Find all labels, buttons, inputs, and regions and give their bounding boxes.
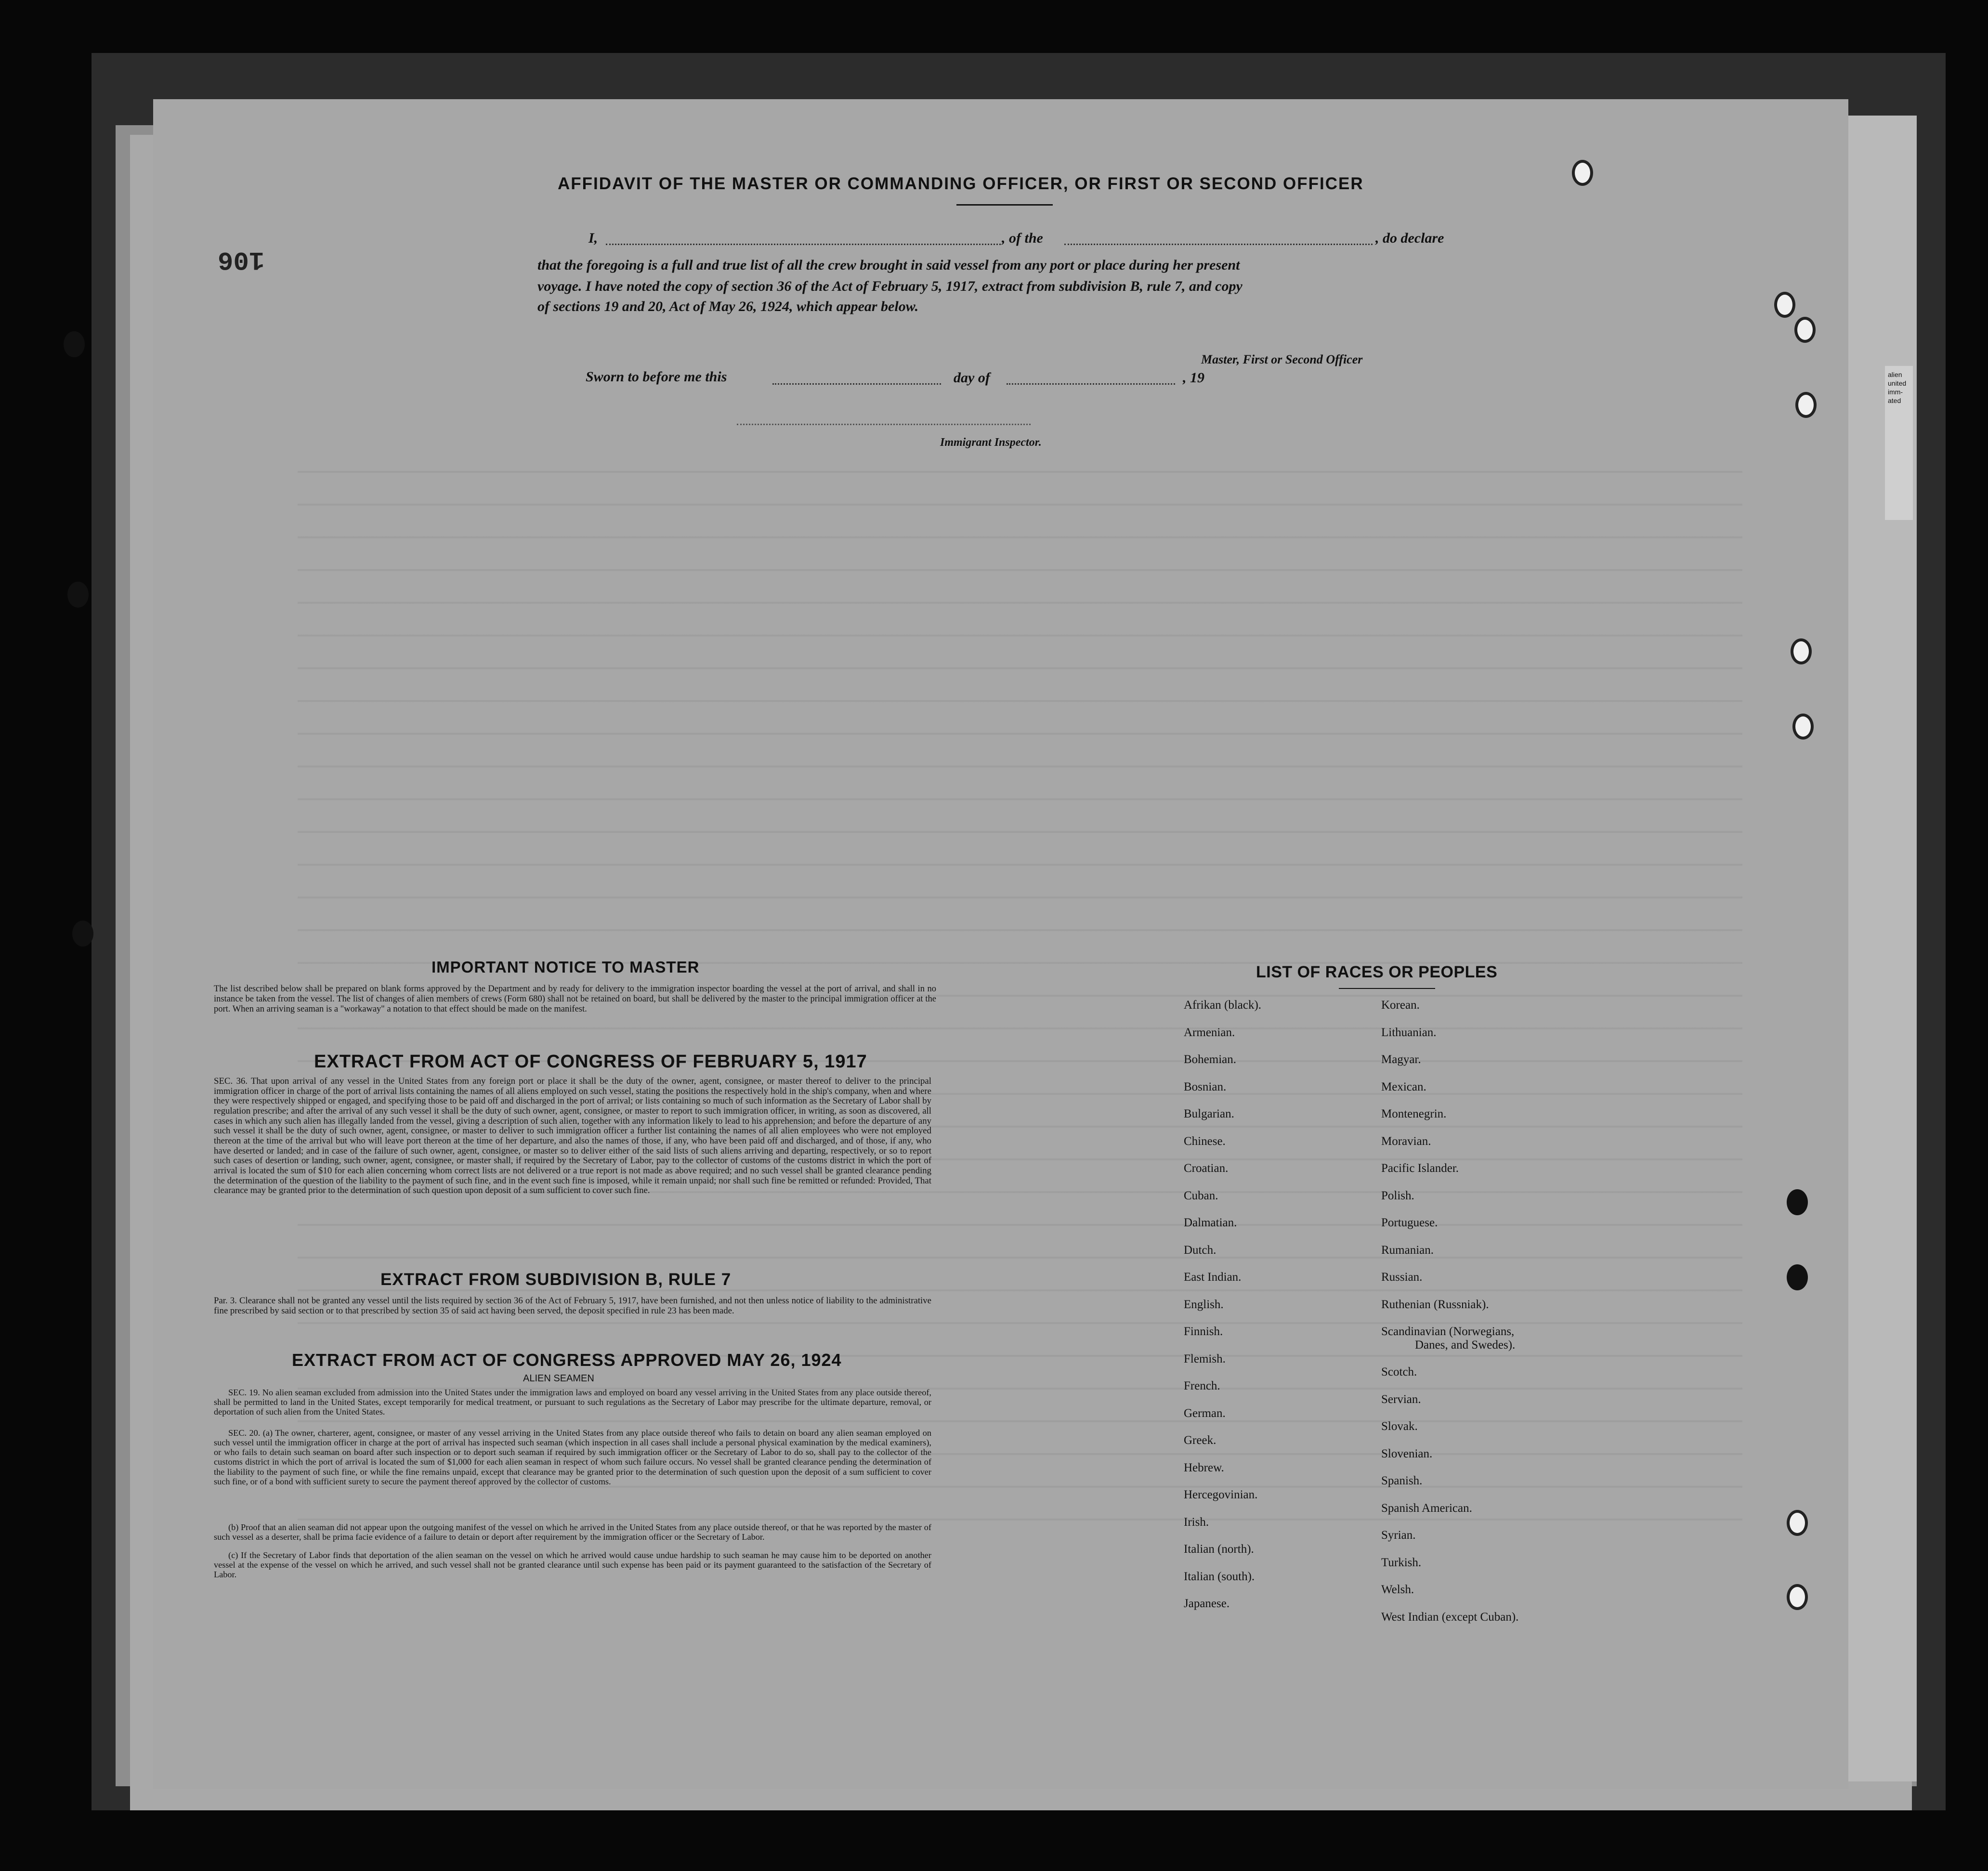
sec20b-text: (b) Proof that an alien seaman did not appear upon the outgoing manifest of the vessel on which he arrived in the United States from any place outside thereof, or that he was reported by the master of such vessel as a deserter, shall be prima facie evidence of a failure to detain or deport after requirement by the immigration officer or the Secretary of Labor.: [214, 1522, 931, 1542]
race-item: Japanese.: [1184, 1597, 1230, 1610]
punch-hole: [1787, 1510, 1808, 1536]
race-item: Hebrew.: [1184, 1461, 1224, 1474]
extract-1924-subtitle: ALIEN SEAMEN: [523, 1373, 594, 1384]
affidavit-line: that the foregoing is a full and true list of all the crew brought in said vessel from any port or place during her present: [537, 257, 1240, 273]
race-item: Armenian.: [1184, 1026, 1235, 1039]
races-right-column: [1381, 992, 1518, 1631]
punch-hole: [1795, 392, 1817, 418]
affidavit-line: voyage. I have noted the copy of section 36 of the Act of February 5, 1917, extract from subdivision B, rule 7, and copy: [537, 278, 1242, 294]
punch-hole: [72, 921, 93, 947]
race-item: Turkish.: [1381, 1556, 1422, 1569]
race-item: West Indian (except Cuban).: [1381, 1610, 1519, 1624]
punch-hole: [1794, 317, 1816, 343]
punch-hole: [1787, 1189, 1808, 1215]
margin-text: imm-: [1888, 388, 1903, 396]
margin-text: ated: [1888, 397, 1901, 404]
notice-title: IMPORTANT NOTICE TO MASTER: [432, 958, 700, 976]
race-item: Magyar.: [1381, 1053, 1421, 1066]
race-item: Finnish.: [1184, 1325, 1223, 1338]
extract-1917-title: EXTRACT FROM ACT OF CONGRESS OF FEBRUARY 5, 1917: [314, 1052, 867, 1072]
title-rule: [956, 204, 1053, 206]
vessel-blank: [1064, 244, 1373, 245]
sec20a-text: SEC. 20. (a) The owner, charterer, agent, consignee, or master of any vessel arriving in the United States from any place outside thereof who fails to detain on board any alien seaman employed on such vessel until the immigration officer in charge at the port of arrival has inspected such seaman (which inspection in all cases shall include a personal physical examination by the medical examiners), or who fails to detain such seaman on board after such inspection or to deport such seaman if required by such immigration officer or the Secretary of Labor to do so, shall pay to the collector of the customs district in which the port of arrival is located the sum of $1,000 for each alien seaman in respect of whom such failure occurs. No vessel shall be granted clearance pending the determination of the liability to the payment of such fine, or while the fine remains unpaid, except that clearance may be granted prior to the determination of such question upon the deposit of a sum sufficient to cover such fine, or of a bond with sufficient surety to secure the payment thereof approved by the collector of customs.: [214, 1428, 931, 1486]
race-item: Korean.: [1381, 999, 1420, 1012]
notice-text: The list described below shall be prepared on blank forms approved by the Department and by ready for delivery to the immigration inspector boarding the vessel at the port of arrival, and shall in no instance be taken from the vessel. The list of changes of alien members of crews (Form 680) shall not be retained on board, but shall be delivered by the master to the principal immigration officer at the port. When an arriving seaman is a "workaway" a notation to that effect should be made on the manifest.: [214, 984, 936, 1014]
punch-hole: [1791, 638, 1812, 664]
rule7-text: Par. 3. Clearance shall not be granted any vessel until the lists required by section 36 of the Act of February 5, 1917, have been furnished, and not then unless notice of liability to the administrative fine prescribed by said section or to that prescribed by section 35 of said act having been served, the deposit specified in rule 23 has been made.: [214, 1296, 931, 1316]
race-item: Bohemian.: [1184, 1053, 1237, 1066]
affidavit-title: AFFIDAVIT OF THE MASTER OR COMMANDING OFFICER, OR FIRST OR SECOND OFFICER: [558, 174, 1364, 193]
punch-hole: [64, 331, 85, 357]
race-item: Dutch.: [1184, 1243, 1216, 1257]
race-item: Welsh.: [1381, 1583, 1414, 1596]
race-item: Scotch.: [1381, 1365, 1417, 1378]
races-left-column: [1184, 992, 1261, 1618]
punch-hole: [1572, 160, 1593, 186]
right-page-strip: [1840, 116, 1917, 1781]
stamp-number: 106: [218, 245, 265, 274]
punch-hole: [1792, 714, 1814, 740]
margin-text: united: [1888, 379, 1907, 387]
race-item: German.: [1184, 1406, 1226, 1420]
race-item: Italian (north).: [1184, 1543, 1254, 1556]
sec20c-text: (c) If the Secretary of Labor finds that deportation of the alien seaman on the vessel on which he arrived would cause undue hardship to such seaman he may cause him to be deported on another vessel at the expense of the vessel on which he arrived, and such vessel shall not be granted clearance until such expense has been paid or its payment guaranteed to the satisfaction of the Secretary of Labor.: [214, 1550, 931, 1580]
race-item: Hercegovinian.: [1184, 1488, 1258, 1501]
race-item: Italian (south).: [1184, 1570, 1255, 1583]
sworn-prefix: Sworn to before me this: [586, 369, 727, 385]
races-rule: [1339, 988, 1435, 989]
race-item: Rumanian.: [1381, 1243, 1434, 1257]
race-item: Croatian.: [1184, 1162, 1229, 1175]
day-blank: [772, 383, 941, 385]
race-item: Montenegrin.: [1381, 1107, 1447, 1120]
race-item: English.: [1184, 1298, 1224, 1311]
year-prefix: , 19: [1183, 370, 1204, 386]
race-item: Flemish.: [1184, 1352, 1226, 1365]
sec19-text: SEC. 19. No alien seaman excluded from admission into the United States under the immigration laws and employed on board any vessel arriving in the United States from any place outside thereof, shall be permitted to land in the United States, except temporarily for medical treatment, or pursuant to such regulations as the Secretary of Labor may prescribe for the ultimate departure, removal, or deportation of such alien from the United States.: [214, 1388, 931, 1417]
race-item: Bulgarian.: [1184, 1107, 1234, 1120]
affidavit-line: of sections 19 and 20, Act of May 26, 1924, which appear below.: [537, 299, 919, 314]
race-item: Moravian.: [1381, 1134, 1431, 1148]
race-item: Afrikan (black).: [1184, 999, 1262, 1012]
inspector-signature-line: [737, 424, 1031, 425]
race-item: Bosnian.: [1184, 1080, 1227, 1093]
margin-text: alien: [1888, 371, 1902, 378]
month-blank: [1007, 383, 1175, 385]
punch-hole: [1787, 1584, 1808, 1610]
race-item: East Indian.: [1184, 1271, 1242, 1284]
race-item: Spanish American.: [1381, 1501, 1472, 1515]
race-item: Cuban.: [1184, 1189, 1218, 1202]
extract-1917-text: SEC. 36. That upon arrival of any vessel in the United States from any foreign port or place it shall be the duty of the owner, agent, consignee, or master thereof to deliver to the principal immigration officer in charge of the port of arrival lists containing the names of all aliens employed on such vessel, stating the positions the respectively hold in the ship's company, when and where they were respectively shipped or engaged, and specifying those to be paid off and discharged in the port of arrival; or lists containing so much of such information as the Secretary of Labor shall by regulation prescribe; and after the arrival of any such vessel it shall be the duty of such owner, agent, consignee, or master to report to such immigration officer, in writing, as soon as discovered, all cases in which any such alien has illegally landed from the vessel, giving a description of such alien, together with any information likely to lead to his apprehension; and before the departure of any such vessel it shall be the duty of such owner, agent, consignee, or master to deliver to such immigration officer a further list containing the names of all alien employees who were not employed thereon at the time of the arrival but who will leave port thereon at the time of her departure, and also the names of those, if any, who have been paid off and discharged, and of those, if any, who have deserted or landed; and in case of the failure of such owner, agent, consignee, or master so to deliver either of the said lists of such aliens arriving and departing, respectively, or so to report such cases of desertion or landing, such owner, agent, consignee, or master shall, if required by the Secretary of Labor, pay to the collector of customs of the customs district in which the port of arrival is located the sum of $10 for each alien concerning whom correct lists are not delivered or a true report is not made as above required; and no such vessel shall be granted clearance pending the determination of the question of the liability to the payment of such fine, and in the event such fine is imposed, while it remain unpaid; nor shall such fine be remitted or refunded: Provided, That clearance may be granted prior to the determination of such question upon deposit of a sum sufficient to cover such fine.: [214, 1076, 931, 1196]
race-item: Mexican.: [1381, 1080, 1426, 1093]
race-item: Spanish.: [1381, 1474, 1423, 1487]
race-item: Slovenian.: [1381, 1447, 1433, 1460]
affidavit-declare: , do declare: [1375, 230, 1444, 246]
affidavit-opening: I,: [589, 230, 598, 246]
race-item: Ruthenian (Russniak).: [1381, 1298, 1489, 1311]
race-item: Pacific Islander.: [1381, 1162, 1459, 1175]
extract-1924-title: EXTRACT FROM ACT OF CONGRESS APPROVED MAY 26, 1924: [292, 1350, 842, 1370]
race-item: Slovak.: [1381, 1420, 1418, 1433]
race-item: Servian.: [1381, 1392, 1421, 1406]
rule7-title: EXTRACT FROM SUBDIVISION B, RULE 7: [380, 1270, 732, 1289]
race-item: Syrian.: [1381, 1529, 1416, 1542]
punch-hole: [1787, 1264, 1808, 1290]
day-of: day of: [954, 370, 990, 386]
race-item: Chinese.: [1184, 1134, 1226, 1148]
race-item: Dalmatian.: [1184, 1216, 1237, 1229]
race-item: Scandinavian (Norwegians,: [1381, 1325, 1515, 1338]
race-item: Danes, and Swedes).: [1415, 1338, 1516, 1351]
race-item: Irish.: [1184, 1515, 1209, 1529]
affidavit-of-the: , of the: [1002, 230, 1043, 246]
race-item: Lithuanian.: [1381, 1026, 1437, 1039]
inspector-caption: Immigrant Inspector.: [940, 436, 1042, 449]
race-item: French.: [1184, 1379, 1220, 1392]
punch-hole: [1774, 292, 1795, 318]
race-item: Russian.: [1381, 1271, 1423, 1284]
race-item: Greek.: [1184, 1434, 1216, 1447]
race-item: Polish.: [1381, 1189, 1414, 1202]
name-blank: [606, 244, 1001, 245]
punch-hole: [67, 582, 89, 608]
races-title: LIST OF RACES OR PEOPLES: [1256, 963, 1498, 981]
signature-caption: Master, First or Second Officer: [1201, 352, 1363, 366]
race-item: Portuguese.: [1381, 1216, 1438, 1229]
